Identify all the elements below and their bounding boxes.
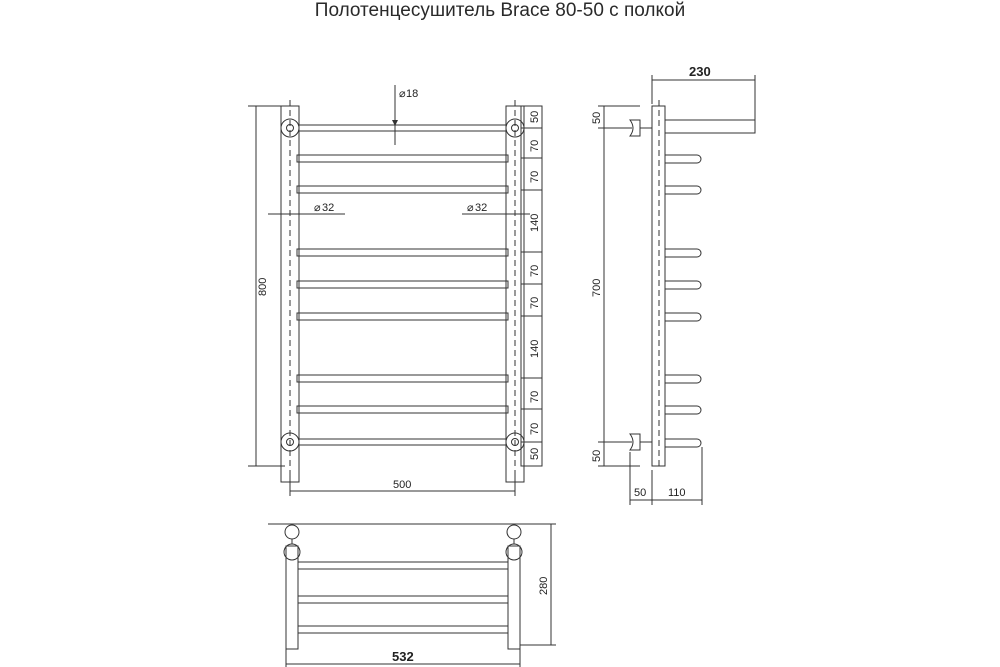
rail	[297, 249, 508, 256]
top-right-upright	[508, 546, 520, 649]
svg-text:⌀: ⌀	[399, 88, 406, 100]
rail	[299, 439, 506, 445]
height-dimension: 800	[257, 277, 269, 296]
spacing-label: 70	[529, 170, 541, 183]
pipe-diameter-label: 18	[406, 88, 419, 100]
spacing-label: 140	[529, 213, 541, 232]
svg-text:⌀: ⌀	[467, 202, 474, 214]
spacing-label: 140	[529, 339, 541, 358]
spacing-label: 70	[529, 422, 541, 435]
rail-diameter-left-label: 32	[322, 202, 335, 214]
rail-profiles	[665, 155, 701, 447]
width-dimension: 500	[393, 479, 412, 491]
rail	[297, 186, 508, 193]
shelf-bar	[298, 626, 508, 633]
center-distance-dimension: 700	[591, 278, 603, 297]
side-view	[591, 64, 755, 505]
spacing-label: 70	[529, 264, 541, 277]
spacing-label: 50	[529, 447, 541, 460]
shelf-depth-dimension: 230	[689, 64, 711, 79]
rail-diameter-right-label: 32	[475, 202, 488, 214]
bottom-offset-dimension: 50	[591, 449, 603, 462]
rail	[297, 313, 508, 320]
rails	[297, 125, 508, 445]
front-view	[248, 85, 542, 496]
rail	[297, 375, 508, 382]
rail	[297, 406, 508, 413]
top-view	[268, 524, 556, 667]
shelf-bar	[298, 562, 508, 569]
svg-text:⌀: ⌀	[314, 202, 321, 214]
rail-depth-dimension: 110	[668, 487, 686, 499]
depth-dimension: 280	[538, 576, 550, 595]
spacing-label: 70	[529, 390, 541, 403]
rail	[297, 281, 508, 288]
rail	[299, 125, 506, 131]
top-offset-dimension: 50	[591, 111, 603, 124]
spacing-label: 70	[529, 296, 541, 309]
shelf	[665, 120, 755, 133]
shelf-bar	[298, 596, 508, 603]
wall-offset-dimension: 50	[634, 487, 647, 499]
top-width-dimension: 532	[392, 649, 414, 664]
spacing-label: 50	[529, 110, 541, 123]
spacing-label: 70	[529, 139, 541, 152]
drawing-title: Полотенцесушитель Brace 80-50 с полкой	[314, 0, 686, 21]
rail	[297, 155, 508, 162]
top-left-upright	[286, 546, 298, 649]
